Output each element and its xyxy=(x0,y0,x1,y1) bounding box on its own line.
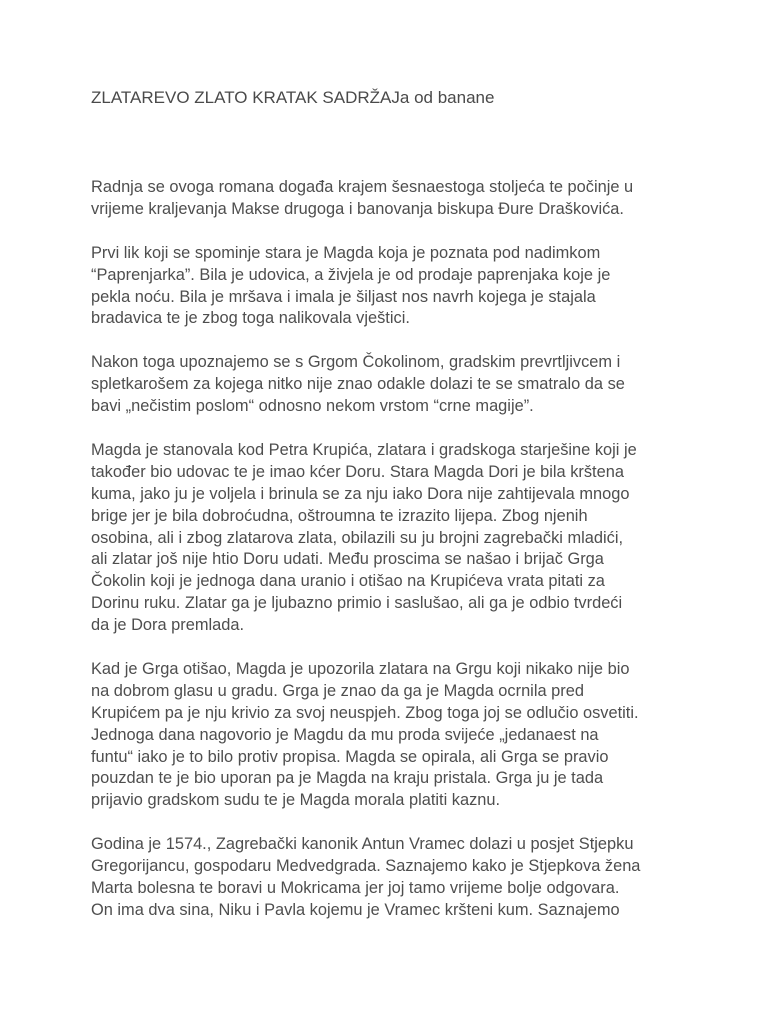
paragraph xyxy=(91,352,681,418)
text-line: Krupićem pa je nju krivio za svoj neuspjeh. Zbog toga joj se odlučio osvetiti. xyxy=(91,703,639,722)
text-line: Čokolin koji je jednoga dana uranio i otišao na Krupićeva vrata pitati za xyxy=(91,572,605,591)
text-line: Gregorijancu, gospodaru Medvedgrada. Saznajemo kako je Stjepkova žena xyxy=(91,857,641,876)
text-line: Godina je 1574., Zagrebački kanonik Antun Vramec dolazi u posjet Stjepku xyxy=(91,835,634,854)
paragraph xyxy=(91,659,681,812)
text-line: Magda je stanovala kod Petra Krupića, zlatara i gradskoga starješine koji je xyxy=(91,441,637,460)
text-line: funtu“ iako je to bilo protiv propisa. Magda se opirala, ali Grga se pravio xyxy=(91,747,609,766)
document-body xyxy=(91,177,681,944)
paragraph xyxy=(91,243,681,331)
text-line: bavi „nečistim poslom“ odnosno nekom vrstom “crne magije”. xyxy=(91,397,534,416)
text-line: Prvi lik koji se spominje stara je Magda koja je poznata pod nadimkom xyxy=(91,243,601,262)
paragraph xyxy=(91,834,681,922)
text-line: spletkarošem za kojega nitko nije znao odakle dolazi te se smatralo da se xyxy=(91,375,625,394)
text-line: kuma, jako ju je voljela i brinula se za nju iako Dora nije zahtijevala mnogo xyxy=(91,484,630,503)
text-line: Kad je Grga otišao, Magda je upozorila zlatara na Grgu koji nikako nije bio xyxy=(91,660,630,679)
text-line: brige jer je bila dobroćudna, oštroumna te izrazito lijepa. Zbog njenih xyxy=(91,506,588,525)
text-line: Dorinu ruku. Zlatar ga je ljubazno primio i saslušao, ali ga je odbio tvrdeći xyxy=(91,594,623,613)
text-line: da je Dora premlada. xyxy=(91,616,245,635)
text-line: Radnja se ovoga romana događa krajem šesnaestoga stoljeća te počinje u xyxy=(91,178,634,196)
text-line: Marta bolesna te boravi u Mokricama jer joj tamo vrijeme bolje odgovara. xyxy=(91,879,620,898)
text-line: bradavica te je zbog toga nalikovala vještici. xyxy=(91,309,410,328)
text-line: On ima dva sina, Niku i Pavla kojemu je Vramec kršteni kum. Saznajemo xyxy=(91,900,620,919)
text-line: ali zlatar još nije htio Doru udati. Među proscima se našao i brijač Grga xyxy=(91,550,604,569)
text-line: pekla noću. Bila je mršava i imala je šiljast nos navrh kojega je stajala xyxy=(91,287,596,306)
paragraph xyxy=(91,440,681,637)
text-line: osobina, ali i zbog zlatarova zlata, obilazili su ju brojni zagrebački mladići, xyxy=(91,528,624,547)
document-title: ZLATAREVO ZLATO KRATAK SADRŽAJa od banane xyxy=(91,88,495,107)
text-line: “Paprenjarka”. Bila je udovica, a živjela je od prodaje paprenjaka koje je xyxy=(91,265,611,284)
paragraph xyxy=(91,177,681,221)
text-line: Nakon toga upoznajemo se s Grgom Čokolinom, gradskim prevrtljivcem i xyxy=(91,353,621,372)
text-line: Jednoga dana nagovorio je Magdu da mu proda svijeće „jedanaest na xyxy=(91,725,599,744)
text-line: pouzdan te je bio uporan pa je Magda na kraju pristala. Grga ju je tada xyxy=(91,769,604,788)
text-line: na dobrom glasu u gradu. Grga je znao da ga je Magda ocrnila pred xyxy=(91,681,584,700)
text-line: također bio udovac te je imao kćer Doru. Stara Magda Dori je bila krštena xyxy=(91,462,624,481)
text-line: prijavio gradskom sudu te je Magda morala platiti kaznu. xyxy=(91,791,501,810)
text-line: vrijeme kraljevanja Makse drugoga i banovanja biskupa Đure Draškovića. xyxy=(91,199,624,218)
